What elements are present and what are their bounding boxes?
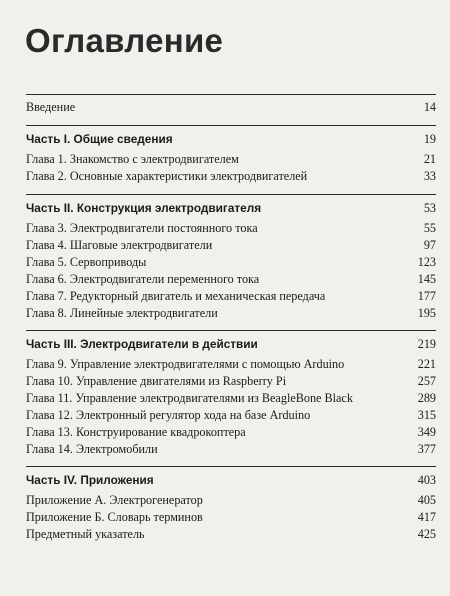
entry-label: Глава 8. Линейные электродвигатели <box>26 306 218 320</box>
entry-label: Глава 12. Электронный регулятор хода на базе Arduino <box>26 408 311 422</box>
toc-entry <box>26 408 436 422</box>
entry-label: Глава 9. Управление электродвигателями с помощью Arduino <box>26 357 345 371</box>
part-label: Часть II. Конструкция электродвигателя <box>26 201 262 215</box>
part-page: 403 <box>417 473 436 487</box>
toc-entry <box>26 169 436 183</box>
entry-label: Глава 10. Управление двигателями из Raspberry Pi <box>26 374 287 388</box>
entry-page: 425 <box>417 527 436 541</box>
toc-entry <box>26 272 436 286</box>
entry-label: Глава 6. Электродвигатели переменного тока <box>26 272 260 286</box>
divider <box>26 94 436 95</box>
entry-page: 289 <box>417 391 436 405</box>
entry-label: Глава 5. Сервоприводы <box>26 255 147 269</box>
toc-entry <box>26 306 436 320</box>
toc-entry-intro <box>26 100 436 114</box>
part-page: 219 <box>417 337 436 351</box>
entry-page: 349 <box>417 425 436 439</box>
toc-entry <box>26 391 436 405</box>
entry-label: Глава 2. Основные характеристики электродвигателей <box>26 169 308 183</box>
toc-entry <box>26 442 436 456</box>
divider <box>26 194 436 195</box>
toc-entry <box>26 374 436 388</box>
entry-label: Глава 11. Управление электродвигателями из BeagleBone Black <box>26 391 353 405</box>
entry-page: 97 <box>423 238 436 252</box>
toc-part-1 <box>26 132 436 146</box>
toc-entry <box>26 289 436 303</box>
entry-label: Предметный указатель <box>26 527 145 541</box>
part-page: 19 <box>423 132 436 146</box>
toc-entry <box>26 152 436 166</box>
toc-part-3 <box>26 337 436 351</box>
entry-label: Приложение Б. Словарь терминов <box>26 510 203 524</box>
entry-page: 145 <box>417 272 436 286</box>
entry-label: Глава 3. Электродвигатели постоянного тока <box>26 221 258 235</box>
entry-page: 405 <box>417 493 436 507</box>
part-label: Часть I. Общие сведения <box>26 132 173 146</box>
toc-entry <box>26 510 436 524</box>
entry-label: Глава 14. Электромобили <box>26 442 158 456</box>
entry-page: 123 <box>417 255 436 269</box>
entry-page: 377 <box>417 442 436 456</box>
toc-entry <box>26 527 436 541</box>
entry-page: 221 <box>417 357 436 371</box>
entry-page: 33 <box>423 169 436 183</box>
entry-label: Глава 7. Редукторный двигатель и механическая передача <box>26 289 326 303</box>
entry-page: 55 <box>423 221 436 235</box>
part-label: Часть IV. Приложения <box>26 473 154 487</box>
entry-label: Введение <box>26 100 76 114</box>
toc-entry <box>26 425 436 439</box>
entry-page: 417 <box>417 510 436 524</box>
toc-entry <box>26 255 436 269</box>
entry-label: Приложение А. Электрогенератор <box>26 493 203 507</box>
entry-page: 257 <box>417 374 436 388</box>
toc-part-4 <box>26 473 436 487</box>
toc-entry <box>26 493 436 507</box>
divider <box>26 330 436 331</box>
toc-entry <box>26 357 436 371</box>
toc-part-2 <box>26 201 436 215</box>
part-label: Часть III. Электродвигатели в действии <box>26 337 258 351</box>
entry-label: Глава 4. Шаговые электродвигатели <box>26 238 213 252</box>
divider <box>26 125 436 126</box>
entry-page: 195 <box>417 306 436 320</box>
entry-page: 177 <box>417 289 436 303</box>
toc-entry <box>26 238 436 252</box>
toc-entry <box>26 221 436 235</box>
entry-page: 14 <box>423 100 436 114</box>
entry-page: 315 <box>417 408 436 422</box>
page-title: Оглавление <box>25 22 224 59</box>
entry-label: Глава 1. Знакомство с электродвигателем <box>26 152 239 166</box>
part-page: 53 <box>423 201 436 215</box>
entry-page: 21 <box>423 152 436 166</box>
entry-label: Глава 13. Конструирование квадрокоптера <box>26 425 246 439</box>
divider <box>26 466 436 467</box>
